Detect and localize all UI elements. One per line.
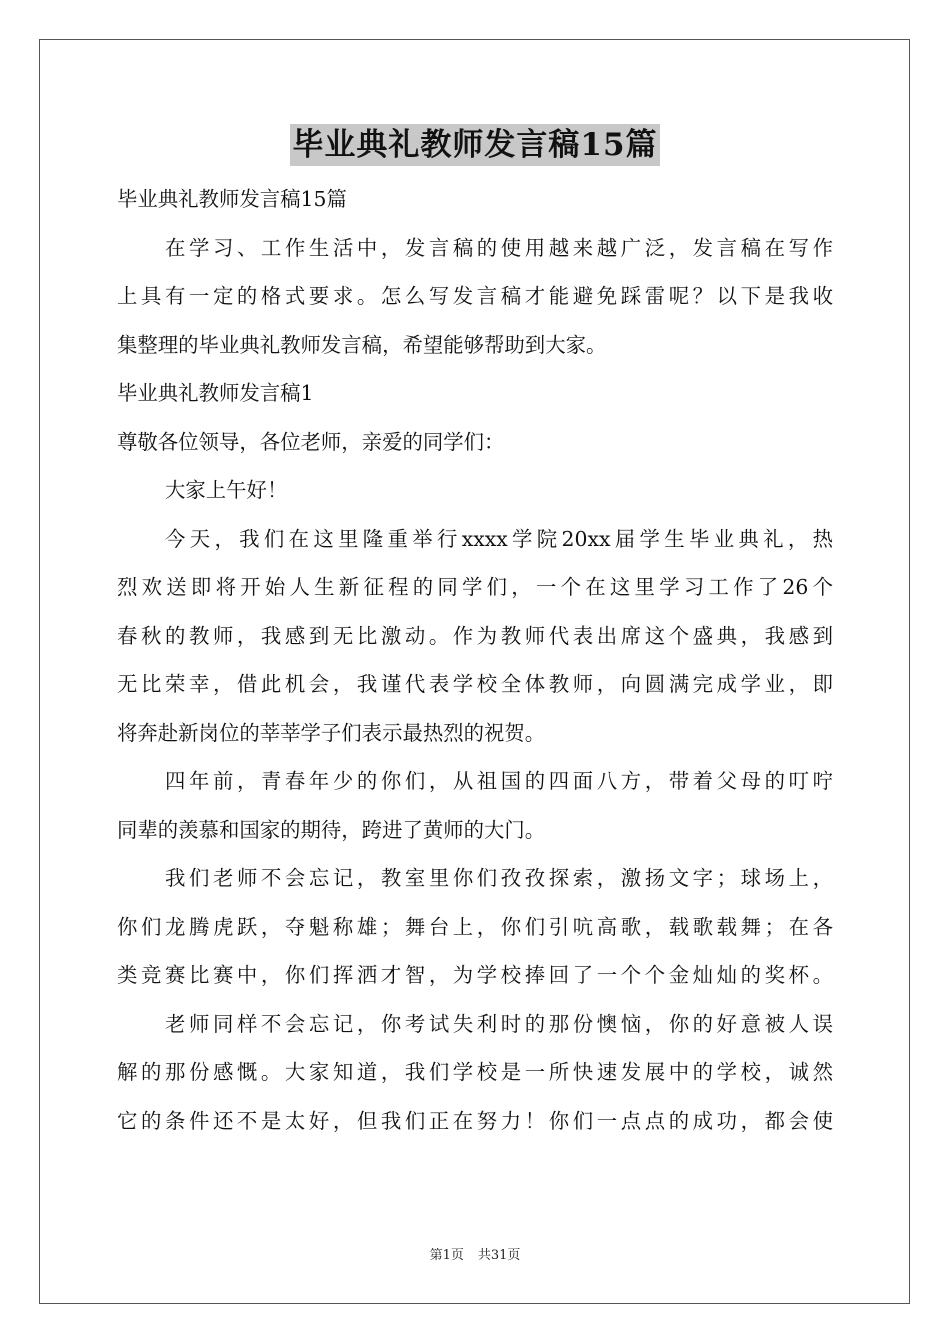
section-subtitle: 毕业典礼教师发言稿15篇 — [117, 187, 347, 211]
paragraph-line: 今天，我们在这里隆重举行xxxx学院20xx届学生毕业典礼，热 — [165, 526, 833, 551]
paragraph-line: 烈欢送即将开始人生新征程的同学们，一个在这里学习工作了26个 — [117, 575, 833, 599]
paragraph-line: 你们龙腾虎跃，夺魁称雄；舞台上，你们引吭高歌，载歌载舞；在各 — [117, 914, 833, 939]
page-footer — [0, 1246, 950, 1266]
paragraph-line: 四年前，青春年少的你们，从祖国的四面八方，带着父母的叮咛 — [165, 769, 833, 793]
greeting: 大家上午好！ — [165, 478, 288, 502]
paragraph-line: 上具有一定的格式要求。怎么写发言稿才能避免踩雷呢？以下是我收 — [117, 284, 833, 308]
paragraph-line: 在学习、工作生活中，发言稿的使用越来越广泛，发言稿在写作 — [165, 235, 833, 260]
section-heading: 毕业典礼教师发言稿1 — [117, 381, 314, 405]
paragraph-line: 它的条件还不是太好，但我们正在努力！你们一点点的成功，都会使 — [117, 1108, 833, 1133]
paragraph-line: 类竞赛比赛中，你们挥洒才智，为学校捧回了一个个金灿灿的奖杯。 — [117, 963, 833, 987]
paragraph-line: 解的那份感慨。大家知道，我们学校是一所快速发展中的学校，诚然 — [117, 1060, 833, 1084]
document-title: 毕业典礼教师发言稿15篇 — [290, 124, 659, 166]
paragraph-line: 将奔赴新岗位的莘莘学子们表示最热烈的祝贺。 — [117, 720, 546, 745]
paragraph-line: 我们老师不会忘记，教室里你们孜孜探索，激扬文字；球场上， — [165, 866, 833, 890]
title-container — [0, 124, 950, 166]
document-body — [117, 175, 833, 1145]
page-total: 共31页 — [477, 1248, 521, 1263]
paragraph-line: 集整理的毕业典礼教师发言稿，希望能够帮助到大家。 — [117, 332, 607, 357]
paragraph-line: 无比荣幸，借此机会，我谨代表学校全体教师，向圆满完成学业，即 — [117, 672, 833, 696]
paragraph-line: 老师同样不会忘记，你考试失利时的那份懊恼，你的好意被人误 — [165, 1011, 833, 1036]
paragraph-line: 同辈的羡慕和国家的期待，跨进了黄师的大门。 — [117, 817, 546, 842]
page-number: 第1页 — [429, 1248, 464, 1263]
paragraph-line: 春秋的教师，我感到无比激动。作为教师代表出席这个盛典，我感到 — [117, 623, 833, 648]
salutation: 尊敬各位领导，各位老师，亲爱的同学们： — [117, 429, 505, 454]
